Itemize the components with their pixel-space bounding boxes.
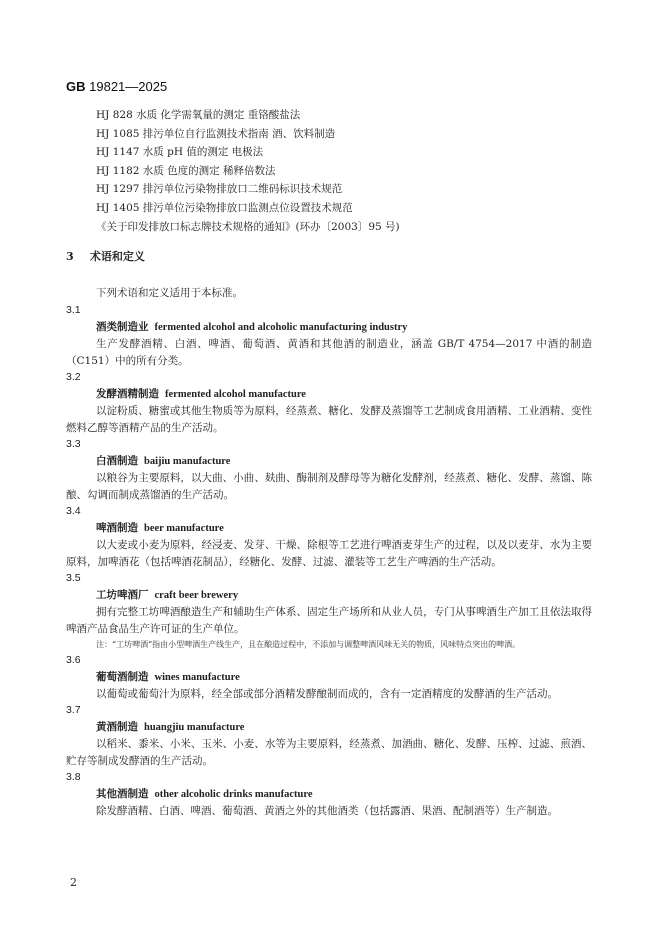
term-title [66, 452, 592, 470]
normative-references-list [96, 106, 616, 236]
term-title-en: craft beer brewery [154, 590, 239, 601]
term-entry [66, 303, 592, 370]
reference-item: HJ 1297 排污单位污染物排放口二维码标识技术规范 [96, 183, 343, 196]
term-title [66, 519, 592, 537]
term-title-en: other alcoholic drinks manufacture [154, 788, 313, 800]
term-title-en: fermented alcohol and alcoholic manufacturing industry [154, 322, 408, 333]
term-title-zh: 葡萄酒制造 [96, 670, 149, 683]
terms-list [66, 303, 592, 820]
standard-number: 19821—2025 [89, 79, 168, 94]
term-number: 3.1 [66, 304, 81, 316]
term-number: 3.8 [66, 770, 81, 783]
term-title [66, 785, 592, 803]
term-title-en: baijiu manufacture [144, 456, 231, 467]
term-definition: 以稻米、黍米、小米、玉米、小麦、水等为主要原料，经蒸煮、加酒曲、糖化、发酵、压榨、过滤、煎酒、贮存等制成发酵酒的生产活动。 [66, 737, 592, 767]
term-definition: 以淀粉质、糖蜜或其他生物质等为原料，经蒸煮、糖化、发酵及蒸馏等工艺制成食用酒精、工业酒精、变性燃料乙醇等酒精产品的生产活动。 [66, 405, 592, 434]
section-intro: 下列术语和定义适用于本标准。 [96, 287, 243, 299]
reference-item: HJ 1182 水质 色度的测定 稀释倍数法 [96, 164, 276, 177]
term-entry [66, 653, 592, 703]
page-number: 2 [70, 876, 77, 889]
term-title-zh: 发酵酒精制造 [96, 388, 159, 400]
term-title [66, 586, 592, 604]
term-entry [66, 370, 592, 437]
reference-item: 《关于印发排放口标志牌技术规格的通知》(环办〔2003〕95 号) [96, 220, 400, 233]
term-title-zh: 酒类制造业 [96, 321, 149, 333]
term-entry [66, 437, 592, 504]
reference-item: HJ 1085 排污单位自行监测技术指南 酒、饮料制造 [96, 127, 336, 140]
term-definition: 除发酵酒精、白酒、啤酒、葡萄酒、黄酒之外的其他酒类（包括露酒、果酒、配制酒等）生产制造。 [96, 804, 558, 817]
term-definition: 以粮谷为主要原料，以大曲、小曲、麸曲、酶制剂及酵母等为糖化发酵剂，经蒸煮、糖化、发酵、蒸馏、陈酿、勾调而制成蒸馏酒的生产活动。 [66, 472, 592, 501]
term-title-en: huangjiu manufacture [144, 721, 245, 733]
term-entry [66, 703, 592, 770]
term-title [66, 668, 592, 686]
section-heading [66, 248, 145, 264]
term-title [66, 385, 592, 403]
term-title-zh: 白酒制造 [96, 455, 138, 467]
term-title [66, 318, 592, 336]
term-definition: 生产发酵酒精、白酒、啤酒、葡萄酒、黄酒和其他酒的制造业，涵盖 GB/T 4754—2017 中酒的制造（C151）中的所有分类。 [66, 338, 592, 367]
term-title [66, 718, 592, 736]
term-number: 3.4 [66, 505, 81, 517]
term-definition: 以葡萄或葡萄汁为原料，经全部或部分酒精发酵酿制而成的，含有一定酒精度的发酵酒的生产活动。 [96, 687, 558, 700]
term-definition: 以大麦或小麦为原料，经浸麦、发芽、干燥、除根等工艺进行啤酒麦芽生产的过程，以及以麦芽、水为主要原料，加啤酒花（包括啤酒花制品），经糖化、发酵、过滤、灌装等工艺生产啤酒的生产活动。 [66, 539, 592, 568]
term-note: 注：“工坊啤酒”指由小型啤酒生产线生产，且在酿造过程中，不添加与调整啤酒风味无关的物质，风味特点突出的啤酒。 [96, 640, 521, 649]
reference-item: HJ 1405 排污单位污染物排放口监测点位设置技术规范 [96, 201, 353, 214]
term-entry [66, 571, 592, 653]
reference-item: HJ 1147 水质 pH 值的测定 电极法 [96, 146, 264, 159]
reference-item: HJ 828 水质 化学需氧量的测定 重铬酸盐法 [96, 109, 301, 121]
term-definition: 拥有完整工坊啤酒酿造生产和辅助生产体系、固定生产场所和从业人员，专门从事啤酒生产加工且依法取得啤酒产品食品生产许可证的生产单位。 [66, 606, 592, 635]
term-title-en: wines manufacture [154, 671, 240, 683]
standard-header [66, 79, 167, 94]
term-title-zh: 其他酒制造 [96, 787, 149, 800]
term-number: 3.7 [66, 703, 81, 716]
term-title-zh: 啤酒制造 [96, 522, 138, 534]
term-title-en: fermented alcohol manufacture [165, 389, 306, 400]
term-title-zh: 工坊啤酒厂 [96, 589, 149, 601]
section-title: 术语和定义 [89, 250, 145, 263]
term-number: 3.2 [66, 371, 81, 383]
term-entry [66, 770, 592, 820]
section-number: 3 [66, 250, 74, 263]
term-number: 3.3 [66, 438, 81, 450]
term-entry [66, 504, 592, 571]
standard-prefix: GB [66, 79, 86, 94]
term-number: 3.6 [66, 653, 81, 666]
term-title-en: beer manufacture [144, 523, 224, 534]
term-title-zh: 黄酒制造 [96, 720, 138, 733]
term-number: 3.5 [66, 572, 81, 584]
